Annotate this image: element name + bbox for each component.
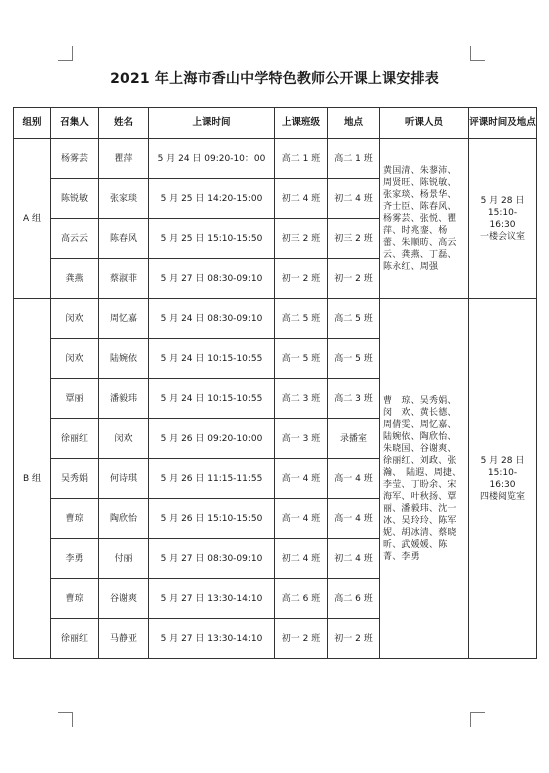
- crop-mark-top-right: [470, 46, 485, 61]
- review-time-start: 15:10-: [487, 467, 518, 478]
- teacher-cell: 何诗琪: [99, 459, 149, 499]
- review-time-end: 16:30: [489, 479, 516, 490]
- class-cell: 高二 5 班: [275, 299, 328, 339]
- class-cell: 初二 4 班: [275, 539, 328, 579]
- teacher-cell: 陶欣怡: [99, 499, 149, 539]
- place-cell: 初二 4 班: [328, 539, 380, 579]
- group-label: A 组: [14, 139, 51, 299]
- header-row: [14, 108, 537, 139]
- teacher-cell: 瞿萍: [99, 139, 149, 179]
- time-cell: 5 月 26 日 09:20-10:00: [149, 419, 275, 459]
- crop-mark-top-left: [58, 46, 73, 61]
- time-cell: 5 月 26 日 11:15-11:55: [149, 459, 275, 499]
- place-cell: 高一 4 班: [328, 499, 380, 539]
- crop-mark-bottom-right: [470, 712, 485, 727]
- convener-cell: 闵欢: [51, 339, 99, 379]
- place-cell: 高二 3 班: [328, 379, 380, 419]
- teacher-cell: 闵欢: [99, 419, 149, 459]
- review-cell: [469, 139, 537, 299]
- convener-cell: 徐丽红: [51, 419, 99, 459]
- class-cell: 高二 3 班: [275, 379, 328, 419]
- place-cell: 高一 5 班: [328, 339, 380, 379]
- class-cell: 高一 5 班: [275, 339, 328, 379]
- teacher-cell: 周忆嘉: [99, 299, 149, 339]
- teacher-cell: 张家琰: [99, 179, 149, 219]
- place-cell: 高二 6 班: [328, 579, 380, 619]
- class-cell: 初一 2 班: [275, 259, 328, 299]
- class-cell: 初一 2 班: [275, 619, 328, 659]
- convener-cell: 覃丽: [51, 379, 99, 419]
- convener-cell: 李勇: [51, 539, 99, 579]
- time-cell: 5 月 27 日 08:30-09:10: [149, 259, 275, 299]
- place-cell: 初一 2 班: [328, 619, 380, 659]
- header-convener: 召集人: [51, 108, 99, 139]
- group-label: B 组: [14, 299, 51, 659]
- header-place: 地点: [328, 108, 380, 139]
- teacher-cell: 谷谢爽: [99, 579, 149, 619]
- teacher-cell: 潘毅玮: [99, 379, 149, 419]
- place-cell: 初二 4 班: [328, 179, 380, 219]
- header-time: 上课时间: [149, 108, 275, 139]
- review-place: 一楼会议室: [479, 231, 525, 242]
- convener-cell: 吴秀娟: [51, 459, 99, 499]
- review-date: 5 月 28 日: [480, 195, 525, 206]
- class-cell: 高一 4 班: [275, 459, 328, 499]
- time-cell: 5 月 24 日 09:20-10：00: [149, 139, 275, 179]
- class-cell: 高二 1 班: [275, 139, 328, 179]
- convener-cell: 龚燕: [51, 259, 99, 299]
- review-place: 四楼阅览室: [479, 491, 525, 502]
- teacher-cell: 陆婉依: [99, 339, 149, 379]
- review-cell: [469, 299, 537, 659]
- time-cell: 5 月 24 日 10:15-10:55: [149, 339, 275, 379]
- time-cell: 5 月 24 日 08:30-09:10: [149, 299, 275, 339]
- convener-cell: 陈锐敏: [51, 179, 99, 219]
- class-cell: 高二 6 班: [275, 579, 328, 619]
- convener-cell: 曹琼: [51, 579, 99, 619]
- header-group: 组别: [14, 108, 51, 139]
- class-cell: 高一 4 班: [275, 499, 328, 539]
- teacher-cell: 陈春风: [99, 219, 149, 259]
- review-date: 5 月 28 日: [480, 455, 525, 466]
- header-listeners: 听课人员: [380, 108, 469, 139]
- table-row: [14, 299, 537, 339]
- time-cell: 5 月 27 日 13:30-14:10: [149, 579, 275, 619]
- schedule-table: [13, 107, 537, 659]
- header-review: 评课时间及地点: [469, 108, 537, 139]
- convener-cell: 徐丽红: [51, 619, 99, 659]
- place-cell: 高一 4 班: [328, 459, 380, 499]
- convener-cell: 高云云: [51, 219, 99, 259]
- listeners-cell: 曹 琼、吴秀娟、闵 欢、黄长德、周倩雯、周忆嘉、陆婉依、陶欣怡、朱晓国、谷谢爽、徐丽红、刘政、张瀚、 陆遐、周捷、李莹、丁盼余、宋海军、叶秋扬、覃丽、潘毅玮、沈一冰、吴玲玲、陈军妮、胡冰清、蔡晓昕、武媛媛、陈菁、李勇: [380, 299, 469, 659]
- table-row: [14, 139, 537, 179]
- place-cell: 初一 2 班: [328, 259, 380, 299]
- class-cell: 高一 3 班: [275, 419, 328, 459]
- place-cell: 录播室: [328, 419, 380, 459]
- place-cell: 高二 1 班: [328, 139, 380, 179]
- time-cell: 5 月 27 日 08:30-09:10: [149, 539, 275, 579]
- teacher-cell: 蔡淑菲: [99, 259, 149, 299]
- convener-cell: 闵欢: [51, 299, 99, 339]
- time-cell: 5 月 25 日 15:10-15:50: [149, 219, 275, 259]
- convener-cell: 曹琼: [51, 499, 99, 539]
- teacher-cell: 付丽: [99, 539, 149, 579]
- header-teacher: 姓名: [99, 108, 149, 139]
- place-cell: 高二 5 班: [328, 299, 380, 339]
- teacher-cell: 马静亚: [99, 619, 149, 659]
- listeners-cell: 黄国清、朱蓼沛、周贤旺、陈锐敏、张家琰、杨景华、齐士臣、陈春风、杨雾芸、张悦、瞿萍、时兆銮、杨蕾、朱顺昉、高云云、龚燕、丁磊、陈永红、周强: [380, 139, 469, 299]
- review-time-end: 16:30: [489, 219, 516, 230]
- document-title: 2021 年上海市香山中学特色教师公开课上课安排表: [110, 71, 439, 87]
- place-cell: 初三 2 班: [328, 219, 380, 259]
- time-cell: 5 月 25 日 14:20-15:00: [149, 179, 275, 219]
- class-cell: 初二 4 班: [275, 179, 328, 219]
- header-class: 上课班级: [275, 108, 328, 139]
- class-cell: 初三 2 班: [275, 219, 328, 259]
- crop-mark-bottom-left: [58, 712, 73, 727]
- time-cell: 5 月 27 日 13:30-14:10: [149, 619, 275, 659]
- time-cell: 5 月 24 日 10:15-10:55: [149, 379, 275, 419]
- convener-cell: 杨雾芸: [51, 139, 99, 179]
- review-time-start: 15:10-: [487, 207, 518, 218]
- time-cell: 5 月 26 日 15:10-15:50: [149, 499, 275, 539]
